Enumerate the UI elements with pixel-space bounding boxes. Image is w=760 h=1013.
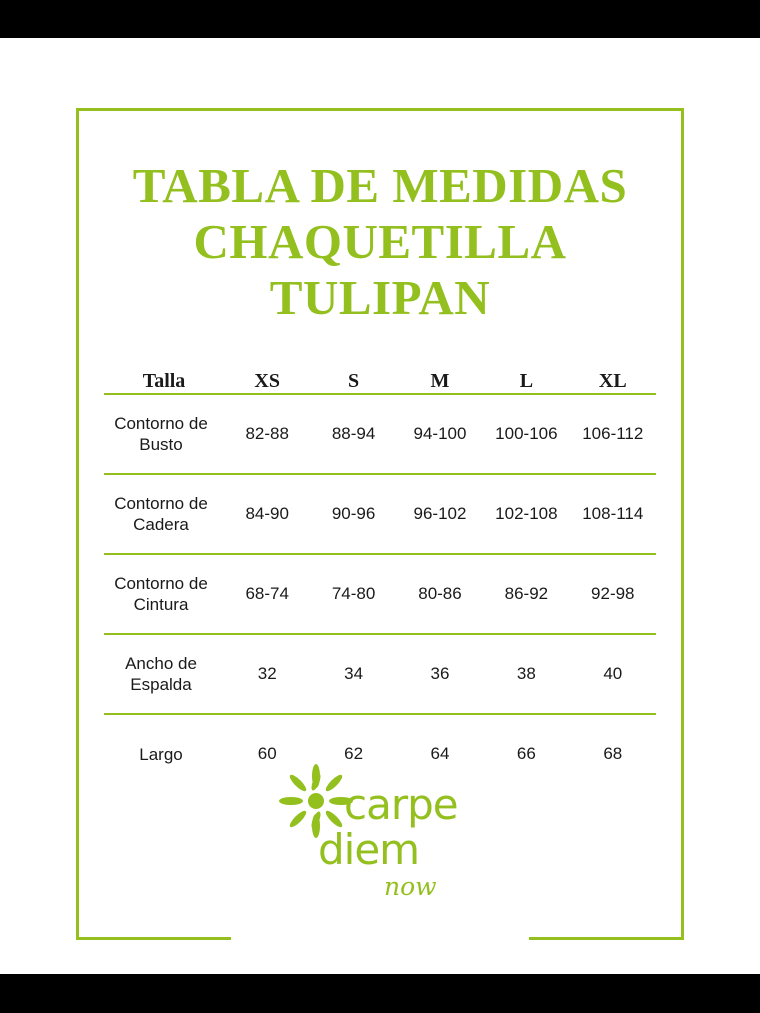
row-label: Contorno de Busto <box>114 414 208 454</box>
cell-value: 94-100 <box>413 424 467 443</box>
row-label: Ancho de Espalda <box>125 654 197 694</box>
cell-value: 32 <box>257 664 277 683</box>
column-header-xs: XS <box>254 370 280 392</box>
measurement-chart-page <box>0 38 760 974</box>
cell-value: 36 <box>430 664 450 683</box>
cell-value: 90-96 <box>331 504 376 523</box>
row-label: Contorno de Cintura <box>114 574 208 614</box>
cell-value: 100-106 <box>495 424 558 443</box>
measurements-table <box>104 370 656 793</box>
cell-value: 80-86 <box>418 584 462 603</box>
brand-line-now: now <box>384 872 437 901</box>
column-header-talla: Talla <box>142 370 186 392</box>
cell-value: 108-114 <box>582 504 644 523</box>
cell-value: 60 <box>257 744 277 763</box>
cell-value: 34 <box>344 664 364 683</box>
column-header-xl: XL <box>598 370 627 392</box>
cell-value: 102-108 <box>495 504 558 523</box>
title-line-2: CHAQUETILLA <box>193 214 567 269</box>
column-header-s: S <box>348 370 360 392</box>
frame-bottom-left-border <box>76 937 231 940</box>
cell-value: 88-94 <box>331 424 376 443</box>
cell-value: 82-88 <box>245 424 289 443</box>
cell-value: 40 <box>603 664 623 683</box>
cell-value: 86-92 <box>504 584 549 603</box>
cell-value: 38 <box>516 664 536 683</box>
column-header-m: M <box>430 370 450 392</box>
table-row <box>104 554 656 634</box>
frame-top-border <box>76 108 684 111</box>
page-title <box>76 158 684 326</box>
row-label: Contorno de Cadera <box>114 494 208 534</box>
title-line-3: TULIPAN <box>269 270 491 325</box>
brand-wordmark <box>318 780 584 901</box>
brand-line-diem: diem <box>318 825 420 874</box>
row-label: Largo <box>139 744 183 764</box>
cell-value: 92-98 <box>591 584 635 603</box>
cell-value: 74-80 <box>331 584 376 603</box>
brand-line-carpe: carpe <box>344 780 458 829</box>
table-header-row <box>104 370 656 394</box>
cell-value: 68-74 <box>245 584 289 603</box>
cell-value: 66 <box>516 744 536 763</box>
table-row <box>104 634 656 714</box>
table-body <box>104 394 656 793</box>
measurements-table-container <box>104 370 656 793</box>
cell-value: 84-90 <box>245 504 289 523</box>
cell-value: 106-112 <box>582 424 644 443</box>
cell-value: 96-102 <box>413 504 467 523</box>
brand-logo <box>76 763 684 923</box>
cell-value: 64 <box>430 744 450 763</box>
table-header <box>104 370 656 394</box>
table-row <box>104 474 656 554</box>
frame-bottom-right-border <box>529 937 684 940</box>
cell-value: 62 <box>344 744 364 763</box>
title-line-1: TABLA DE MEDIDAS <box>132 158 628 213</box>
decorative-frame <box>76 108 684 940</box>
column-header-l: L <box>519 370 534 392</box>
table-row <box>104 394 656 474</box>
cell-value: 68 <box>603 744 623 763</box>
